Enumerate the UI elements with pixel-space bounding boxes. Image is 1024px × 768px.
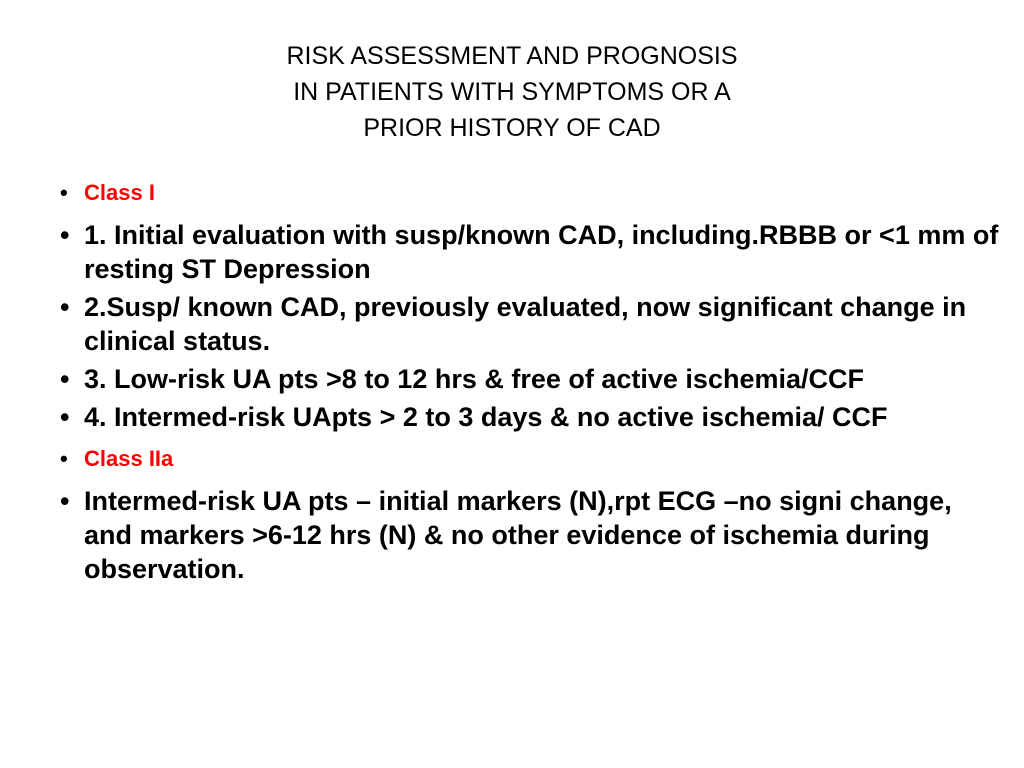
title-line-1: RISK ASSESSMENT AND PROGNOSIS xyxy=(286,42,738,70)
bullet-text: 3. Low-risk UA pts >8 to 12 hrs & free of active ischemia/CCF xyxy=(84,364,864,394)
class-iia-item-1 xyxy=(60,484,1000,586)
bullet-dot: • xyxy=(60,402,70,432)
bullet-text: 4. Intermed-risk UApts > 2 to 3 days & no active ischemia/ CCF xyxy=(84,402,888,432)
class-i-item-1 xyxy=(60,218,1000,286)
bullet-dot: • xyxy=(60,364,70,394)
bullet-dot: • xyxy=(60,180,68,205)
class-i-item-2 xyxy=(60,290,1000,358)
bullet-text: 2.Susp/ known CAD, previously evaluated, now significant change in clinical status. xyxy=(84,292,967,356)
bullet-dot: • xyxy=(60,292,70,322)
class-iia-heading xyxy=(60,446,1000,472)
bullet-text: 1. Initial evaluation with susp/known CAD, including.RBBB or <1 mm of resting ST Depression xyxy=(84,220,999,284)
bullet-text: Class I xyxy=(84,180,155,205)
bullet-dot: • xyxy=(60,486,70,516)
class-i-item-4 xyxy=(60,400,1000,434)
bullet-dot: • xyxy=(60,446,68,471)
title-line-3: PRIOR HISTORY OF CAD xyxy=(363,114,661,142)
bullet-list xyxy=(60,180,1000,586)
bullet-dot: • xyxy=(60,220,70,250)
slide-title xyxy=(0,38,1024,146)
class-i-item-3 xyxy=(60,362,1000,396)
bullet-text: Class IIa xyxy=(84,446,174,471)
class-i-heading xyxy=(60,180,1000,206)
bullet-text: Intermed-risk UA pts – initial markers (N),rpt ECG –no signi change, and markers >6-12 hrs (N) & no other evidence of ischemia during observation. xyxy=(84,486,952,584)
title-line-2: IN PATIENTS WITH SYMPTOMS OR A xyxy=(293,78,731,106)
